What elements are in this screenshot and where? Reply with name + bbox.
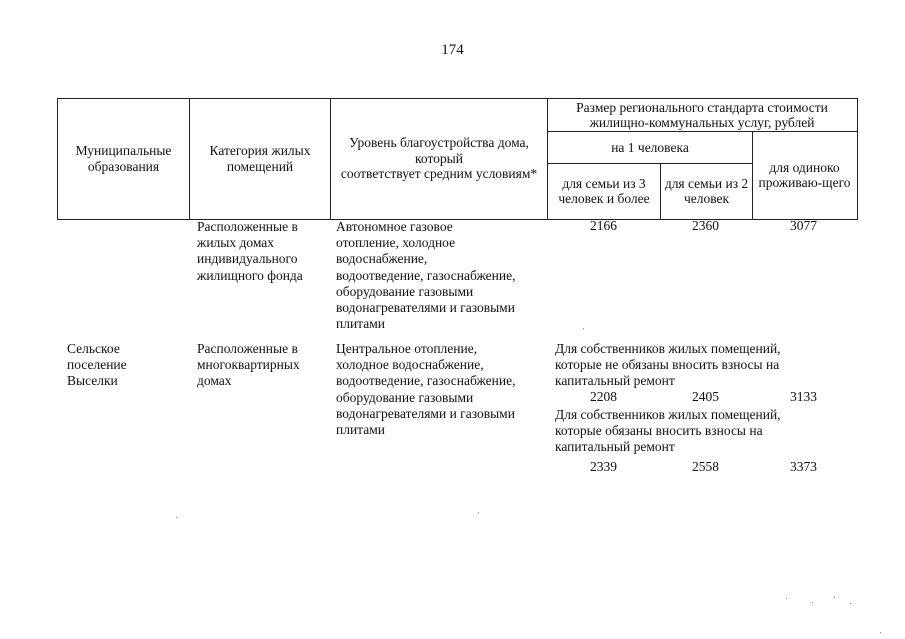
row2-note-obliged: Для собственников жилых помещений, которые обязаны вносить взносы на капитальный ремонт [555, 407, 781, 455]
row2-value1-single: 3133 [790, 389, 817, 404]
header-per-person: на 1 человека [611, 139, 689, 155]
header-level: Уровень благоустройства дома, который соответствует средним условиям* [340, 135, 538, 182]
row2-note-not-obliged: Для собственников жилых помещений, которые не обязаны вносить взносы на капитальный ремонт [555, 341, 781, 389]
scan-speck [583, 328, 584, 329]
scan-speck [478, 512, 479, 513]
header-size: Размер регионального стандарта стоимости жилищно-коммунальных услуг, рублей [576, 99, 828, 130]
row2-value2-family2: 2558 [692, 459, 719, 474]
header-family-3: для семьи из 3 человек и более [558, 175, 650, 206]
row1-value-family3: 2166 [590, 218, 617, 233]
scan-speck [176, 517, 177, 518]
scan-speck [880, 632, 881, 633]
scan-speck [786, 598, 787, 599]
scan-speck [834, 597, 835, 598]
row2-value1-family2: 2405 [692, 389, 719, 404]
row2-category: Расположенные в многоквартирных домах [197, 341, 300, 389]
header-family-2: для семьи из 2 человек [664, 175, 749, 206]
row2-value1-family3: 2208 [590, 389, 617, 404]
row2-value2-family3: 2339 [590, 459, 617, 474]
header-category: Категория жилых помещений [209, 143, 311, 174]
header-municipality: Муниципальные образования [75, 143, 172, 174]
scan-speck [812, 602, 813, 603]
row1-level: Автономное газовое отопление, холодное водоснабжение, водоотведение, газоснабжение, оборудование газовыми водонагревателями и газовыми плитами [336, 219, 516, 332]
scan-speck [850, 603, 851, 604]
row2-value2-single: 3373 [790, 459, 817, 474]
row1-value-family2: 2360 [692, 218, 719, 233]
page-number: 174 [441, 42, 464, 58]
row1-value-single: 3077 [790, 218, 817, 233]
header-single: для одиноко проживаю-щего [758, 159, 851, 190]
row2-municipality: Сельское поселение Выселки [67, 341, 127, 389]
row1-category: Расположенные в жилых домах индивидуального жилищного фонда [197, 219, 303, 283]
row2-level: Центральное отопление, холодное водоснабжение, водоотведение, газоснабжение, оборудование газовыми водонагревателями и газовыми плитами [336, 341, 516, 438]
